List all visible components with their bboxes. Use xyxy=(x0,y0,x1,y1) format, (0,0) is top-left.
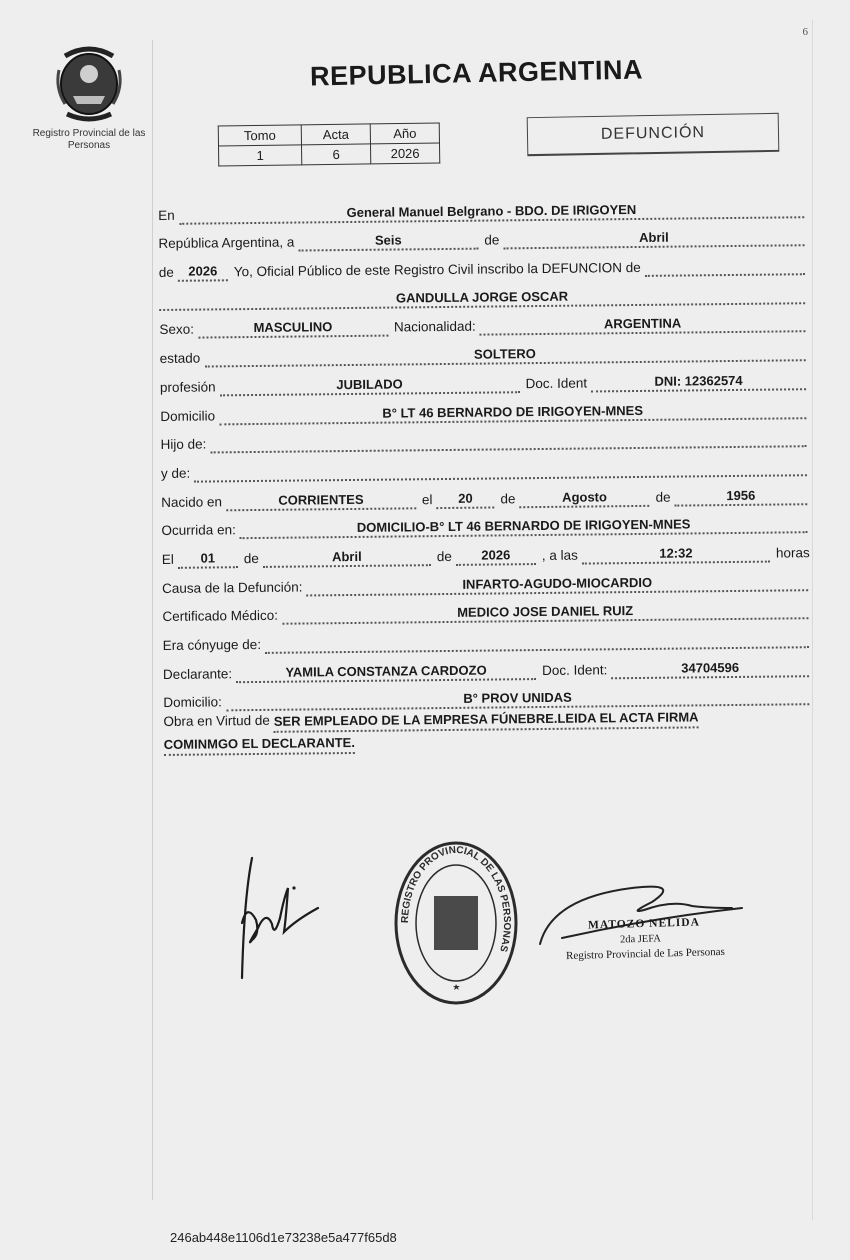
acta-header: Acta xyxy=(301,124,370,145)
obra-line-2: COMINMGO EL DECLARANTE. xyxy=(164,734,355,756)
form-row-obra-2 xyxy=(164,730,816,757)
province-coat-of-arms-icon xyxy=(51,40,127,122)
nacido-label: Nacido en xyxy=(161,493,223,510)
doc-label: Doc. Ident xyxy=(525,375,588,391)
el-label: el xyxy=(421,491,433,507)
official-role: 2da JEFA xyxy=(619,933,662,946)
yde-label: y de: xyxy=(160,465,191,481)
profesion-field: JUBILADO xyxy=(219,375,519,396)
domicilio2-field: B° PROV UNIDAS xyxy=(226,688,810,712)
acta-value: 6 xyxy=(302,144,371,165)
death-record-form xyxy=(158,189,816,756)
document-hash: 246ab448e1106d1e73238e5a477f65d8 xyxy=(170,1230,397,1245)
alas-label: , a las xyxy=(541,547,578,563)
inscription-text: Yo, Oficial Público de este Registro Civil inscribo la DEFUNCION de xyxy=(233,260,641,280)
declarante-doc-field: 34704596 xyxy=(611,659,809,679)
official-name: MATOZO NELIDA xyxy=(587,916,701,932)
profesion-label: profesión xyxy=(159,379,216,395)
el2-label: El xyxy=(161,551,174,567)
death-de-label-2: de xyxy=(436,548,452,565)
certificado-field: MEDICO JOSE DANIEL RUIZ xyxy=(282,602,809,626)
anio-header: Año xyxy=(370,123,439,144)
ocurrida-field: DOMICILIO-B° LT 46 BERNARDO DE IRIGOYEN-MNES xyxy=(240,515,808,539)
declarant-signature-icon xyxy=(222,848,322,988)
place-field: General Manuel Belgrano - BDO. DE IRIGOYEN xyxy=(179,200,805,225)
birth-de-label-2: de xyxy=(655,489,671,505)
death-year-field: 2026 xyxy=(456,547,536,566)
page-number: 6 xyxy=(802,26,808,38)
obra-label: Obra en Virtud de xyxy=(163,713,270,730)
birth-year-field: 1956 xyxy=(674,487,807,506)
domicilio2-label: Domicilio: xyxy=(163,694,222,711)
horas-label: horas xyxy=(775,545,810,561)
record-type-box: DEFUNCIÓN xyxy=(527,113,780,156)
domicilio-label: Domicilio xyxy=(160,407,216,424)
declarante-doc-label: Doc. Ident: xyxy=(541,662,608,678)
conyuge-label: Era cónyuge de: xyxy=(162,636,262,653)
anio-value: 2026 xyxy=(370,143,439,164)
declarante-label: Declarante: xyxy=(162,665,233,682)
de-label-2: de xyxy=(158,264,174,281)
death-time-field: 12:32 xyxy=(582,545,770,565)
official-seal-icon xyxy=(392,838,520,1008)
estado-label: estado xyxy=(159,350,201,367)
nacionalidad-field: ARGENTINA xyxy=(480,315,806,336)
tomo-value: 1 xyxy=(219,145,302,166)
death-month-field: Abril xyxy=(263,548,431,568)
official-agency: Registro Provincial de Las Personas xyxy=(565,945,726,963)
doc-field: DNI: 12362574 xyxy=(591,372,806,392)
document-title: REPUBLICA ARGENTINA xyxy=(309,54,644,92)
republic-label: República Argentina, a xyxy=(158,234,295,252)
birth-de-label: de xyxy=(500,490,516,506)
agency-block xyxy=(30,40,148,152)
causa-field: INFARTO-AGUDO-MIOCARDIO xyxy=(306,573,808,596)
estado-field: SOLTERO xyxy=(204,343,806,367)
margin-line xyxy=(152,40,153,1200)
domicilio-field: B° LT 46 BERNARDO DE IRIGOYEN-MNES xyxy=(219,401,806,425)
causa-label: Causa de la Defunción: xyxy=(162,579,303,596)
deceased-name-field: GANDULLA JORGE OSCAR xyxy=(159,286,805,311)
tomo-header: Tomo xyxy=(218,125,301,146)
obra-line-1: SER EMPLEADO DE LA EMPRESA FÚNEBRE.LEIDA EL ACTA FIRMA xyxy=(274,709,699,733)
month-text-field: Abril xyxy=(503,229,804,250)
ocurrida-label: Ocurrida en: xyxy=(161,522,236,539)
birth-day-field: 20 xyxy=(436,490,494,509)
birth-place-field: CORRIENTES xyxy=(226,491,416,511)
death-day-field: 01 xyxy=(178,550,238,569)
de-label: de xyxy=(484,232,500,248)
declarante-field: YAMILA CONSTANZA CARDOZO xyxy=(236,662,536,683)
agency-label: Registro Provincial de las Personas xyxy=(32,128,146,151)
record-table xyxy=(218,122,441,166)
certificado-label: Certificado Médico: xyxy=(162,608,279,625)
year-field: 2026 xyxy=(178,263,228,282)
sexo-field: MASCULINO xyxy=(198,319,388,339)
day-text-field: Seis xyxy=(298,232,478,252)
hijo-label: Hijo de: xyxy=(160,436,207,453)
nacionalidad-label: Nacionalidad: xyxy=(393,319,476,335)
sexo-label: Sexo: xyxy=(159,322,195,338)
seal-text: REGISTRO PROVINCIAL DE LAS PERSONAS xyxy=(399,844,513,954)
birth-month-field: Agosto xyxy=(519,488,649,507)
death-de-label: de xyxy=(243,550,259,567)
en-label: En xyxy=(158,207,175,223)
